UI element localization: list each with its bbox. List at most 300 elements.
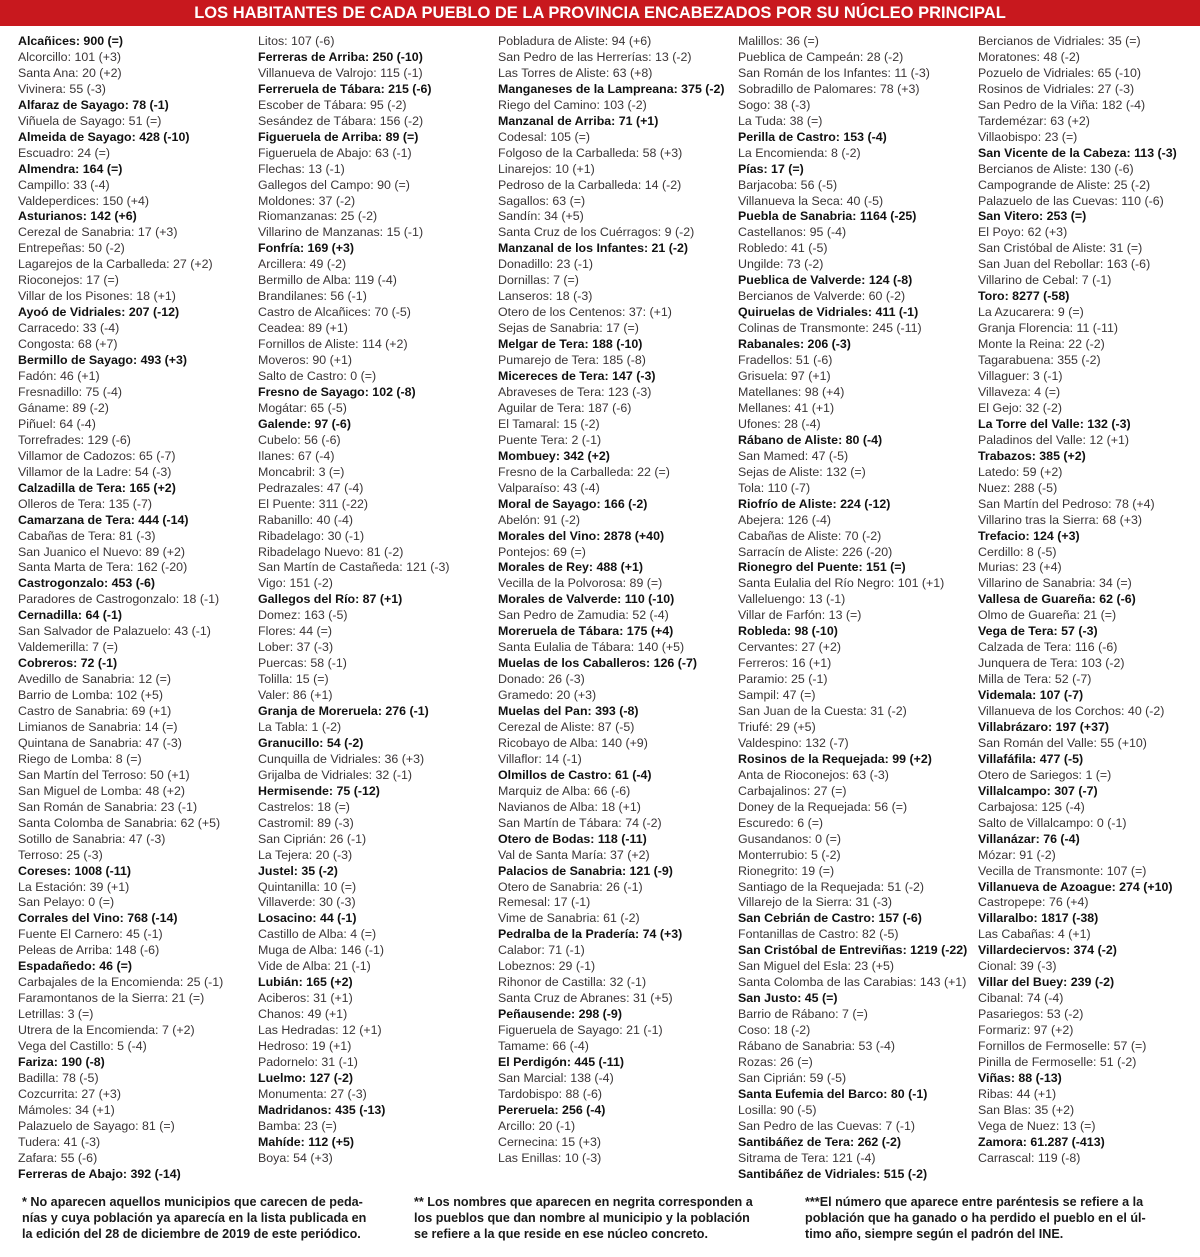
hamlet-entry: Ilanes: 67 (-4) (258, 448, 335, 463)
hamlet-entry: Terroso: 25 (-3) (18, 847, 103, 862)
hamlet-entry: Gramedo: 20 (+3) (498, 688, 597, 703)
hamlet-entry: Bermillo de Alba: 119 (-4) (258, 273, 397, 288)
municipality-entry: Castrogonzalo: 453 (-6) (18, 576, 156, 591)
hamlet-entry: Villarino de Cebal: 7 (-1) (978, 273, 1112, 288)
municipality-entry: Ferreruela de Tábara: 215 (-6) (258, 81, 432, 96)
hamlet-entry: Palazuelo de Sayago: 81 (=) (18, 1118, 175, 1133)
municipality-entry: Villanázar: 76 (-4) (978, 831, 1080, 846)
municipality-entry: Almendra: 164 (=) (18, 161, 123, 176)
hamlet-entry: Grijalba de Vidriales: 32 (-1) (258, 767, 413, 782)
municipality-entry: Corrales del Vino: 768 (-14) (18, 911, 178, 926)
hamlet-entry: Triufé: 29 (+5) (738, 719, 816, 734)
hamlet-entry: Figueruela de Sayago: 21 (-1) (498, 1023, 663, 1038)
hamlet-entry: Litos: 107 (-6) (258, 34, 335, 48)
hamlet-entry: Cabañas de Tera: 81 (-3) (18, 528, 156, 543)
municipality-entry: Pías: 17 (=) (738, 161, 804, 176)
column-2 (258, 34, 494, 1167)
hamlet-entry: Sarracín de Aliste: 226 (-20) (738, 544, 893, 559)
footnote-1 (22, 1195, 402, 1242)
municipality-entry: Coreses: 1008 (-11) (18, 863, 131, 878)
hamlet-entry: Viñuela de Sayago: 51 (=) (18, 113, 162, 128)
hamlet-entry: Vigo: 151 (-2) (258, 576, 333, 591)
hamlet-entry: Riomanzanas: 25 (-2) (258, 209, 378, 224)
hamlet-entry: Sesández de Tábara: 156 (-2) (258, 113, 424, 128)
hamlet-entry: San Román de Sanabria: 23 (-1) (18, 799, 198, 814)
hamlet-entry: Ufones: 28 (-4) (738, 416, 821, 431)
hamlet-entry: Valdespino: 132 (-7) (738, 735, 849, 750)
hamlet-entry: Rionegrito: 19 (=) (738, 863, 835, 878)
hamlet-entry: San Miguel del Esla: 23 (+5) (738, 959, 895, 974)
hamlet-entry: Malillos: 36 (=) (738, 34, 819, 48)
municipality-entry: Luelmo: 127 (-2) (258, 1070, 354, 1085)
hamlet-entry: El Poyo: 62 (+3) (978, 225, 1068, 240)
hamlet-entry: Carrascal: 119 (-8) (978, 1150, 1081, 1165)
hamlet-entry: Navianos de Alba: 18 (+1) (498, 799, 641, 814)
hamlet-entry: Santa Eulalia de Tábara: 140 (+5) (498, 640, 685, 655)
hamlet-entry: San Pedro de la Viña: 182 (-4) (978, 97, 1146, 112)
hamlet-entry: Ferreros: 16 (+1) (738, 656, 832, 671)
hamlet-entry: Sobradillo de Palomares: 78 (+3) (738, 81, 920, 96)
hamlet-entry: Aciberos: 31 (+1) (258, 991, 353, 1006)
hamlet-entry: Padornelo: 31 (-1) (258, 1055, 358, 1069)
municipality-entry: Alcañices: 900 (=) (18, 34, 124, 48)
hamlet-entry: La Encomienda: 8 (-2) (738, 145, 861, 160)
hamlet-entry: Santa Colomba de Sanabria: 62 (+5) (18, 815, 221, 830)
hamlet-entry: Murias: 23 (+4) (978, 560, 1062, 575)
hamlet-entry: Paladinos del Valle: 12 (+1) (978, 432, 1129, 447)
footnotes (22, 1195, 1182, 1251)
municipality-entry: San Justo: 45 (=) (738, 991, 838, 1006)
hamlet-entry: Las Hedradas: 12 (+1) (258, 1023, 382, 1038)
hamlet-entry: Gallegos del Campo: 90 (=) (258, 177, 410, 192)
hamlet-entry: Castillo de Alba: 4 (=) (258, 927, 377, 942)
hamlet-entry: Zafara: 55 (-6) (18, 1150, 98, 1165)
municipality-entry: Ferreras de Abajo: 392 (-14) (18, 1166, 181, 1181)
hamlet-entry: Quintana de Sanabria: 47 (-3) (18, 735, 182, 750)
hamlet-entry: Ceadea: 89 (+1) (258, 321, 348, 336)
hamlet-entry: Tudera: 41 (-3) (18, 1134, 101, 1149)
hamlet-entry: El Gejo: 32 (-2) (978, 400, 1063, 415)
hamlet-entry: Riego de Lomba: 8 (=) (18, 751, 142, 766)
hamlet-entry: San Martín del Pedroso: 78 (+4) (978, 496, 1155, 511)
municipality-entry: Villanueva de Azoague: 274 (+10) (978, 879, 1173, 894)
municipality-entry: Pedralba de la Pradería: 74 (+3) (498, 927, 683, 942)
hamlet-entry: Moldones: 37 (-2) (258, 193, 356, 208)
hamlet-entry: Puente Tera: 2 (-1) (498, 432, 602, 447)
municipality-entry: Fonfría: 169 (+3) (258, 241, 355, 256)
hamlet-entry: Villanueva la Seca: 40 (-5) (738, 193, 884, 208)
hamlet-entry: Castro de Sanabria: 69 (+1) (18, 704, 172, 719)
hamlet-entry: Moratones: 48 (-2) (978, 49, 1080, 64)
municipality-entry: Figueruela de Arriba: 89 (=) (258, 129, 419, 144)
hamlet-entry: Rihonor de Castilla: 32 (-1) (498, 975, 647, 990)
municipality-entry: San Vicente de la Cabeza: 113 (-3) (978, 145, 1177, 160)
hamlet-entry: Bercianos de Valverde: 60 (-2) (738, 289, 906, 304)
hamlet-entry: Escuadro: 24 (=) (18, 145, 110, 160)
municipality-entry: Gallegos del Río: 87 (+1) (258, 592, 403, 607)
hamlet-entry: Fuente El Carnero: 45 (-1) (18, 927, 163, 942)
hamlet-entry: La Tuda: 38 (=) (738, 113, 823, 128)
hamlet-entry: Castellanos: 95 (-4) (738, 225, 847, 240)
municipality-entry: La Torre del Valle: 132 (-3) (978, 416, 1131, 431)
municipality-entry: Vallesa de Guareña: 62 (-6) (978, 592, 1136, 607)
hamlet-entry: Letrillas: 3 (=) (18, 1007, 94, 1022)
hamlet-entry: Palazuelo de las Cuevas: 110 (-6) (978, 193, 1164, 208)
hamlet-entry: Peleas de Arriba: 148 (-6) (18, 943, 160, 958)
hamlet-entry: Puercas: 58 (-1) (258, 656, 347, 671)
hamlet-entry: Hedroso: 19 (+1) (258, 1039, 352, 1054)
hamlet-entry: Santiago de la Requejada: 51 (-2) (738, 879, 924, 894)
hamlet-entry: La Estación: 39 (+1) (18, 879, 130, 894)
hamlet-entry: Villamor de Cadozos: 65 (-7) (18, 448, 176, 463)
hamlet-entry: Cabañas de Aliste: 70 (-2) (738, 528, 882, 543)
footnote-line: timo año, siempre según el padrón del INE. (805, 1226, 1064, 1241)
municipality-entry: Granucillo: 54 (-2) (258, 735, 364, 750)
hamlet-entry: Villar de los Pisones: 18 (+1) (18, 289, 176, 304)
hamlet-entry: Pueblica de Campeán: 28 (-2) (738, 49, 904, 64)
municipality-entry: Hermisende: 75 (-12) (258, 783, 380, 798)
hamlet-entry: Arcillo: 20 (-1) (498, 1118, 576, 1133)
municipality-entry: Santibáñez de Tera: 262 (-2) (738, 1134, 901, 1149)
municipality-entry: El Perdigón: 445 (-11) (498, 1055, 625, 1069)
hamlet-entry: Grisuela: 97 (+1) (738, 369, 831, 384)
hamlet-entry: San Martín de Castañeda: 121 (-3) (258, 560, 450, 575)
hamlet-entry: Avedillo de Sanabria: 12 (=) (18, 672, 172, 687)
hamlet-entry: Ribadelago Nuevo: 81 (-2) (258, 544, 404, 559)
hamlet-entry: Otero de Sanabria: 26 (-1) (498, 879, 643, 894)
hamlet-entry: Castrelos: 18 (=) (258, 799, 350, 814)
hamlet-entry: Vecilla de Transmonte: 107 (=) (978, 863, 1147, 878)
municipality-entry: Espadañedo: 46 (=) (18, 959, 132, 974)
hamlet-entry: Colinas de Transmonte: 245 (-11) (738, 321, 922, 336)
municipality-entry: Lubián: 165 (+2) (258, 975, 353, 990)
hamlet-entry: Campogrande de Aliste: 25 (-2) (978, 177, 1151, 192)
hamlet-entry: Formariz: 97 (+2) (978, 1023, 1074, 1038)
municipality-entry: Justel: 35 (-2) (258, 863, 338, 878)
hamlet-entry: Villanueva de Valrojo: 115 (-1) (258, 65, 423, 80)
hamlet-entry: Remesal: 17 (-1) (498, 895, 591, 910)
hamlet-entry: Sitrama de Tera: 121 (-4) (738, 1150, 876, 1165)
hamlet-entry: San Juanico el Nuevo: 89 (+2) (18, 544, 186, 559)
hamlet-entry: San Ciprián: 59 (-5) (738, 1070, 847, 1085)
hamlet-entry: Chanos: 49 (+1) (258, 1007, 348, 1022)
hamlet-entry: Brandilanes: 56 (-1) (258, 289, 367, 304)
hamlet-entry: Salto de Castro: 0 (=) (258, 369, 377, 384)
hamlet-entry: San Miguel de Lomba: 48 (+2) (18, 783, 186, 798)
hamlet-entry: Las Cabañas: 4 (+1) (978, 927, 1091, 942)
hamlet-entry: Limianos de Sanabria: 14 (=) (18, 719, 178, 734)
hamlet-entry: Vega de Nuez: 13 (=) (978, 1118, 1096, 1133)
hamlet-entry: Marquiz de Alba: 66 (-6) (498, 783, 631, 798)
hamlet-entry: Valleluengo: 13 (-1) (738, 592, 846, 607)
hamlet-entry: Figueruela de Abajo: 63 (-1) (258, 145, 412, 160)
hamlet-entry: Carbajalinos: 27 (=) (738, 783, 847, 798)
hamlet-entry: Piñuel: 64 (-4) (18, 416, 96, 431)
hamlet-entry: San Román de los Infantes: 11 (-3) (738, 65, 930, 80)
hamlet-entry: Muga de Alba: 146 (-1) (258, 943, 385, 958)
hamlet-entry: Val de Santa María: 37 (+2) (498, 847, 650, 862)
hamlet-entry: Granja Florencia: 11 (-11) (978, 321, 1119, 336)
municipality-entry: Camarzana de Tera: 444 (-14) (18, 512, 189, 527)
hamlet-entry: Villarino de Sanabria: 34 (=) (978, 576, 1132, 591)
hamlet-entry: San Román del Valle: 55 (+10) (978, 735, 1147, 750)
hamlet-entry: Doney de la Requejada: 56 (=) (738, 799, 908, 814)
municipality-entry: Mombuey: 342 (+2) (498, 448, 610, 463)
hamlet-entry: Las Torres de Aliste: 63 (+8) (498, 65, 653, 80)
column-4 (738, 34, 974, 1183)
hamlet-entry: San Mamed: 47 (-5) (738, 448, 849, 463)
hamlet-entry: San Pedro de las Herrerías: 13 (-2) (498, 49, 692, 64)
hamlet-entry: El Tamaral: 15 (-2) (498, 416, 600, 431)
hamlet-entry: San Pedro de las Cuevas: 7 (-1) (738, 1118, 916, 1133)
municipality-entry: Almeida de Sayago: 428 (-10) (18, 129, 190, 144)
municipality-entry: Villar del Buey: 239 (-2) (978, 975, 1115, 990)
hamlet-entry: San Martín del Terroso: 50 (+1) (18, 767, 190, 782)
municipality-entry: Moral de Sayago: 166 (-2) (498, 496, 648, 511)
hamlet-entry: Fresno de la Carballeda: 22 (=) (498, 464, 670, 479)
municipality-entry: Rábano de Aliste: 80 (-4) (738, 432, 883, 447)
hamlet-entry: Quintanilla: 10 (=) (258, 879, 357, 894)
hamlet-entry: Ribadelago: 30 (-1) (258, 528, 365, 543)
hamlet-entry: Milla de Tera: 52 (-7) (978, 672, 1092, 687)
hamlet-entry: Tolilla: 15 (=) (258, 672, 329, 687)
municipality-entry: Madridanos: 435 (-13) (258, 1102, 386, 1117)
hamlet-entry: Villarejo de la Sierra: 31 (-3) (738, 895, 893, 910)
hamlet-entry: Villarino tras la Sierra: 68 (+3) (978, 512, 1143, 527)
hamlet-entry: Linarejos: 10 (+1) (498, 161, 595, 176)
hamlet-entry: Bercianos de Vidriales: 35 (=) (978, 34, 1141, 48)
hamlet-entry: Lanseros: 18 (-3) (498, 289, 593, 304)
municipality-entry: Villaralbo: 1817 (-38) (978, 911, 1099, 926)
municipality-entry: Villalcampo: 307 (-7) (978, 783, 1098, 798)
municipality-entry: Rabanales: 206 (-3) (738, 337, 851, 352)
municipality-entry: Trefacio: 124 (+3) (978, 528, 1080, 543)
hamlet-entry: Bercianos de Aliste: 130 (-6) (978, 161, 1134, 176)
hamlet-entry: Castromil: 89 (-3) (258, 815, 354, 830)
hamlet-entry: Alcorcillo: 101 (+3) (18, 49, 121, 64)
hamlet-entry: Carracedo: 33 (-4) (18, 321, 120, 336)
hamlet-entry: Escuredo: 6 (=) (738, 815, 824, 830)
hamlet-entry: Ribas: 44 (+1) (978, 1086, 1057, 1101)
footnote-line: ***El número que aparece entre paréntesis se refiere a la (805, 1195, 1144, 1209)
hamlet-entry: Rioconejos: 17 (=) (18, 273, 119, 288)
hamlet-entry: Sotillo de Sanabria: 47 (-3) (18, 831, 166, 846)
hamlet-entry: Cerezal de Aliste: 87 (-5) (498, 719, 635, 734)
hamlet-entry: Castropepe: 76 (+4) (978, 895, 1089, 910)
hamlet-entry: Cunquilla de Vidriales: 36 (+3) (258, 751, 425, 766)
hamlet-entry: Tamame: 66 (-4) (498, 1039, 589, 1054)
municipality-entry: Manzanal de Arriba: 71 (+1) (498, 113, 659, 128)
footnote-2 (414, 1195, 794, 1242)
hamlet-entry: Olmo de Guareña: 21 (=) (978, 608, 1117, 623)
hamlet-entry: Faramontanos de la Sierra: 21 (=) (18, 991, 205, 1006)
municipality-entry: Otero de Bodas: 118 (-11) (498, 831, 647, 846)
hamlet-entry: Flechas: 13 (-1) (258, 161, 345, 176)
hamlet-entry: Monumenta: 27 (-3) (258, 1086, 367, 1101)
hamlet-entry: Villaveza: 4 (=) (978, 384, 1061, 399)
municipality-entry: San Cristóbal de Entreviñas: 1219 (-22) (738, 943, 968, 958)
hamlet-entry: Fadón: 46 (+1) (18, 369, 100, 384)
hamlet-entry: Mámoles: 34 (+1) (18, 1102, 115, 1117)
hamlet-entry: Cubelo: 56 (-6) (258, 432, 341, 447)
municipality-entry: Manzanal de los Infantes: 21 (-2) (498, 241, 689, 256)
hamlet-entry: Cervantes: 27 (+2) (738, 640, 841, 655)
municipality-entry: Granja de Moreruela: 276 (-1) (258, 704, 429, 719)
hamlet-entry: Rábano de Sanabria: 53 (-4) (738, 1039, 896, 1054)
hamlet-entry: Junquera de Tera: 103 (-2) (978, 656, 1125, 671)
hamlet-entry: Castro de Alcañices: 70 (-5) (258, 305, 411, 320)
footnote-line: los pueblos que dan nombre al municipio y la población (414, 1210, 750, 1225)
hamlet-entry: Pumarejo de Tera: 185 (-8) (498, 353, 646, 368)
hamlet-entry: Villaflor: 14 (-1) (498, 751, 582, 766)
municipality-entry: Riofrío de Aliste: 224 (-12) (738, 496, 891, 511)
hamlet-entry: Rabanillo: 40 (-4) (258, 512, 354, 527)
municipality-entry: Villafáfila: 477 (-5) (978, 751, 1084, 766)
hamlet-entry: Calabor: 71 (-1) (498, 943, 585, 958)
municipality-entry: Morales del Vino: 2878 (+40) (498, 528, 665, 543)
hamlet-entry: Otero de Sariegos: 1 (=) (978, 767, 1112, 782)
municipality-entry: Peñausende: 298 (-9) (498, 1007, 622, 1022)
hamlet-entry: Pedrazales: 47 (-4) (258, 480, 364, 495)
municipality-entry: Santibáñez de Vidriales: 515 (-2) (738, 1166, 928, 1181)
municipality-entry: Bermillo de Sayago: 493 (+3) (18, 353, 188, 368)
hamlet-entry: Gusandanos: 0 (=) (738, 831, 841, 846)
hamlet-entry: Lober: 37 (-3) (258, 640, 334, 655)
hamlet-entry: Coso: 18 (-2) (738, 1023, 811, 1038)
hamlet-entry: Villanueva de los Corchos: 40 (-2) (978, 704, 1165, 719)
hamlet-entry: San Marcial: 138 (-4) (498, 1070, 614, 1085)
municipality-entry: Muelas del Pan: 393 (-8) (498, 704, 639, 719)
hamlet-entry: Cional: 39 (-3) (978, 959, 1057, 974)
municipality-entry: Perilla de Castro: 153 (-4) (738, 129, 887, 144)
hamlet-entry: Vime de Sanabria: 61 (-2) (498, 911, 640, 926)
municipality-entry: Villabrázaro: 197 (+37) (978, 719, 1109, 734)
municipality-entry: Quiruelas de Vidriales: 411 (-1) (738, 305, 919, 320)
hamlet-entry: Congosta: 68 (+7) (18, 337, 118, 352)
municipality-entry: Melgar de Tera: 188 (-10) (498, 337, 643, 352)
hamlet-entry: Fornillos de Fermoselle: 57 (=) (978, 1039, 1147, 1054)
municipality-entry: Moreruela de Tábara: 175 (+4) (498, 624, 674, 639)
hamlet-entry: Cernecina: 15 (+3) (498, 1134, 601, 1149)
hamlet-entry: Cibanal: 74 (-4) (978, 991, 1064, 1006)
hamlet-entry: Moncabril: 3 (=) (258, 464, 345, 479)
hamlet-entry: Villamor de la Ladre: 54 (-3) (18, 464, 172, 479)
hamlet-entry: Pozuelo de Vidriales: 65 (-10) (978, 65, 1142, 80)
hamlet-entry: Santa Eulalia del Río Negro: 101 (+1) (738, 576, 945, 591)
hamlet-entry: Utrera de la Encomienda: 7 (+2) (18, 1023, 195, 1038)
hamlet-entry: Matellanes: 98 (+4) (738, 384, 845, 399)
hamlet-entry: Anta de Rioconejos: 63 (-3) (738, 767, 889, 782)
hamlet-entry: Mózar: 91 (-2) (978, 847, 1056, 862)
municipality-entry: Vega de Tera: 57 (-3) (978, 624, 1098, 639)
municipality-entry: Galende: 97 (-6) (258, 416, 351, 431)
hamlet-entry: Valdemerilla: 7 (=) (18, 640, 118, 655)
hamlet-entry: Mellanes: 41 (+1) (738, 400, 835, 415)
hamlet-entry: Losilla: 90 (-5) (738, 1102, 817, 1117)
hamlet-entry: San Cristóbal de Aliste: 31 (=) (978, 241, 1143, 256)
hamlet-entry: Santa Cruz de los Cuérragos: 9 (-2) (498, 225, 695, 240)
hamlet-entry: Sogo: 38 (-3) (738, 97, 811, 112)
municipality-entry: Muelas de los Caballeros: 126 (-7) (498, 656, 698, 671)
hamlet-entry: Ricobayo de Alba: 140 (+9) (498, 735, 648, 750)
hamlet-entry: Rozas: 26 (=) (738, 1055, 813, 1069)
hamlet-entry: Riego del Camino: 103 (-2) (498, 97, 647, 112)
hamlet-entry: Codesal: 105 (=) (498, 129, 590, 144)
hamlet-entry: Villaverde: 30 (-3) (258, 895, 356, 910)
hamlet-entry: Paradores de Castrogonzalo: 18 (-1) (18, 592, 220, 607)
hamlet-entry: Carbajosa: 125 (-4) (978, 799, 1085, 814)
hamlet-entry: Pasariegos: 53 (-2) (978, 1007, 1084, 1022)
hamlet-entry: Villar de Farfón: 13 (=) (738, 608, 862, 623)
hamlet-entry: Sandín: 34 (+5) (498, 209, 584, 224)
hamlet-entry: Vecilla de la Polvorosa: 89 (=) (498, 576, 663, 591)
hamlet-entry: Cozcurrita: 27 (+3) (18, 1086, 121, 1101)
municipality-entry: Videmala: 107 (-7) (978, 688, 1084, 703)
hamlet-entry: Ungilde: 73 (-2) (738, 257, 824, 272)
footnote-3 (805, 1195, 1185, 1242)
column-5 (978, 34, 1200, 1167)
hamlet-entry: Lagarejos de la Carballeda: 27 (+2) (18, 257, 213, 272)
municipality-entry: Toro: 8277 (-58) (978, 289, 1070, 304)
municipality-entry: Pueblica de Valverde: 124 (-8) (738, 273, 913, 288)
hamlet-entry: Vide de Alba: 21 (-1) (258, 959, 371, 974)
municipality-entry: Santa Eufemia del Barco: 80 (-1) (738, 1086, 928, 1101)
footnote-line: población que ha ganado o ha perdido el pueblo en el úl- (805, 1210, 1146, 1225)
hamlet-entry: Pobladura de Aliste: 94 (+6) (498, 34, 652, 48)
municipality-entry: Cernadilla: 64 (-1) (18, 608, 122, 623)
hamlet-entry: Tagarabuena: 355 (-2) (978, 353, 1101, 368)
hamlet-entry: Torrefrades: 129 (-6) (18, 432, 131, 447)
hamlet-entry: Villarino de Manzanas: 15 (-1) (258, 225, 424, 240)
hamlet-entry: Valparaíso: 43 (-4) (498, 480, 600, 495)
footnote-line: la edición del 28 de diciembre de 2019 de este periódico. (22, 1226, 361, 1241)
hamlet-entry: Villaguer: 3 (-1) (978, 369, 1063, 384)
hamlet-entry: Monte la Reina: 22 (-2) (978, 337, 1105, 352)
hamlet-entry: Barrio de Lomba: 102 (+5) (18, 688, 163, 703)
hamlet-entry: Vega del Castillo: 5 (-4) (18, 1039, 147, 1054)
hamlet-entry: La Azucarera: 9 (=) (978, 305, 1084, 320)
hamlet-entry: San Juan del Rebollar: 163 (-6) (978, 257, 1151, 272)
municipality-entry: Ferreras de Arriba: 250 (-10) (258, 49, 423, 64)
hamlet-entry: Sagallos: 63 (=) (498, 193, 586, 208)
hamlet-entry: Calzada de Tera: 116 (-6) (978, 640, 1118, 655)
municipality-entry: Micereces de Tera: 147 (-3) (498, 369, 656, 384)
municipality-entry: San Cebrián de Castro: 157 (-6) (738, 911, 922, 926)
municipality-entry: Mahíde: 112 (+5) (258, 1134, 355, 1149)
hamlet-entry: Barrio de Rábano: 7 (=) (738, 1007, 868, 1022)
hamlet-entry: Donadillo: 23 (-1) (498, 257, 594, 272)
hamlet-entry: Pinilla de Fermoselle: 51 (-2) (978, 1055, 1137, 1069)
hamlet-entry: San Salvador de Palazuelo: 43 (-1) (18, 624, 211, 639)
municipality-entry: Villardeciervos: 374 (-2) (978, 943, 1117, 958)
hamlet-entry: Domez: 163 (-5) (258, 608, 348, 623)
hamlet-entry: Barjacoba: 56 (-5) (738, 177, 838, 192)
municipality-entry: Asturianos: 142 (+6) (18, 209, 137, 224)
hamlet-entry: Cerezal de Sanabria: 17 (+3) (18, 225, 178, 240)
hamlet-entry: San Pedro de Zamudia: 52 (-4) (498, 608, 669, 623)
municipality-entry: Fresno de Sayago: 102 (-8) (258, 384, 416, 399)
hamlet-entry: San Blas: 35 (+2) (978, 1102, 1075, 1117)
hamlet-entry: Otero de los Centenos: 37: (+1) (498, 305, 672, 320)
hamlet-entry: Flores: 44 (=) (258, 624, 333, 639)
hamlet-entry: Abejera: 126 (-4) (738, 512, 831, 527)
hamlet-entry: Monterrubio: 5 (-2) (738, 847, 841, 862)
hamlet-entry: Valdeperdices: 150 (+4) (18, 193, 149, 208)
hamlet-entry: La Tejera: 20 (-3) (258, 847, 353, 862)
hamlet-entry: Pedroso de la Carballeda: 14 (-2) (498, 177, 682, 192)
hamlet-entry: Vivinera: 55 (-3) (18, 81, 106, 96)
hamlet-entry: Cerdillo: 8 (-5) (978, 544, 1057, 559)
